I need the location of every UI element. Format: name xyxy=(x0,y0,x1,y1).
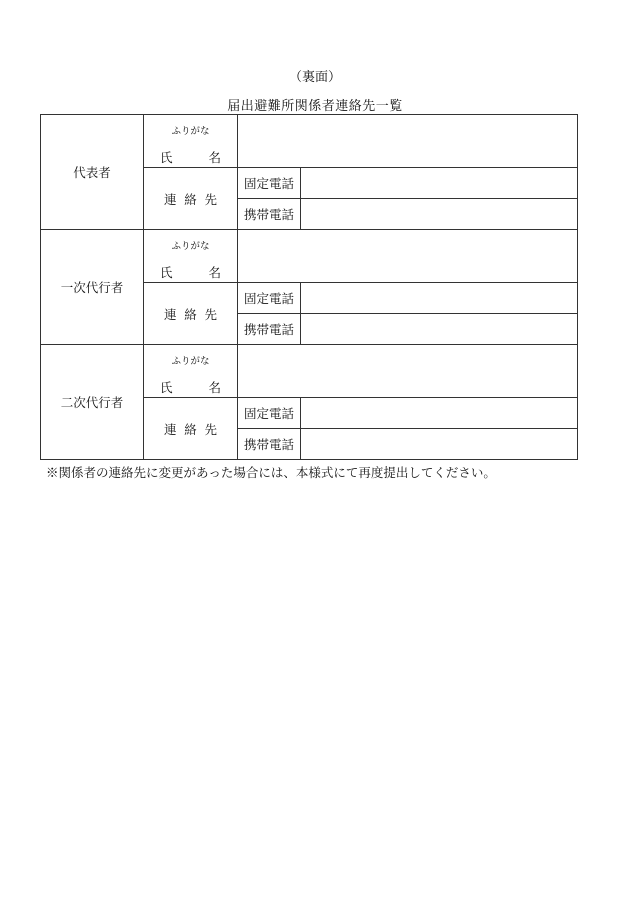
fixed-phone-label: 固定電話 xyxy=(238,398,301,429)
table-row xyxy=(41,345,578,398)
name-label: 氏 名 xyxy=(160,265,221,280)
fixed-phone-field[interactable] xyxy=(301,398,578,429)
contact-label: 連 絡 先 xyxy=(144,283,238,345)
mobile-phone-label: 携帯電話 xyxy=(238,429,301,460)
contact-table xyxy=(40,114,578,460)
role-cell: 一次代行者 xyxy=(41,230,144,345)
name-field[interactable] xyxy=(238,345,578,398)
page-side-label: （裏面） xyxy=(288,70,341,85)
mobile-phone-label: 携帯電話 xyxy=(238,314,301,345)
fixed-phone-label: 固定電話 xyxy=(238,283,301,314)
fixed-phone-label: 固定電話 xyxy=(238,168,301,199)
mobile-phone-field[interactable] xyxy=(301,199,578,230)
mobile-phone-field[interactable] xyxy=(301,429,578,460)
name-header-cell xyxy=(144,230,238,283)
furigana-label: ふりがな xyxy=(171,241,210,252)
contact-label: 連 絡 先 xyxy=(144,398,238,460)
table-row xyxy=(41,230,578,283)
fixed-phone-field[interactable] xyxy=(301,283,578,314)
name-field[interactable] xyxy=(238,230,578,283)
name-label: 氏 名 xyxy=(160,150,221,165)
role-cell: 二次代行者 xyxy=(41,345,144,460)
contact-label: 連 絡 先 xyxy=(144,168,238,230)
name-label: 氏 名 xyxy=(160,380,221,395)
mobile-phone-label: 携帯電話 xyxy=(238,199,301,230)
name-field[interactable] xyxy=(238,115,578,168)
furigana-label: ふりがな xyxy=(171,126,210,137)
name-header-cell xyxy=(144,115,238,168)
name-header-cell xyxy=(144,345,238,398)
mobile-phone-field[interactable] xyxy=(301,314,578,345)
document-title: 届出避難所関係者連絡先一覧 xyxy=(227,99,403,114)
furigana-label: ふりがな xyxy=(171,356,210,367)
footnote: ※関係者の連絡先に変更があった場合には、本様式にて再度提出してください。 xyxy=(46,465,496,480)
fixed-phone-field[interactable] xyxy=(301,168,578,199)
table-row xyxy=(41,115,578,168)
role-cell: 代表者 xyxy=(41,115,144,230)
